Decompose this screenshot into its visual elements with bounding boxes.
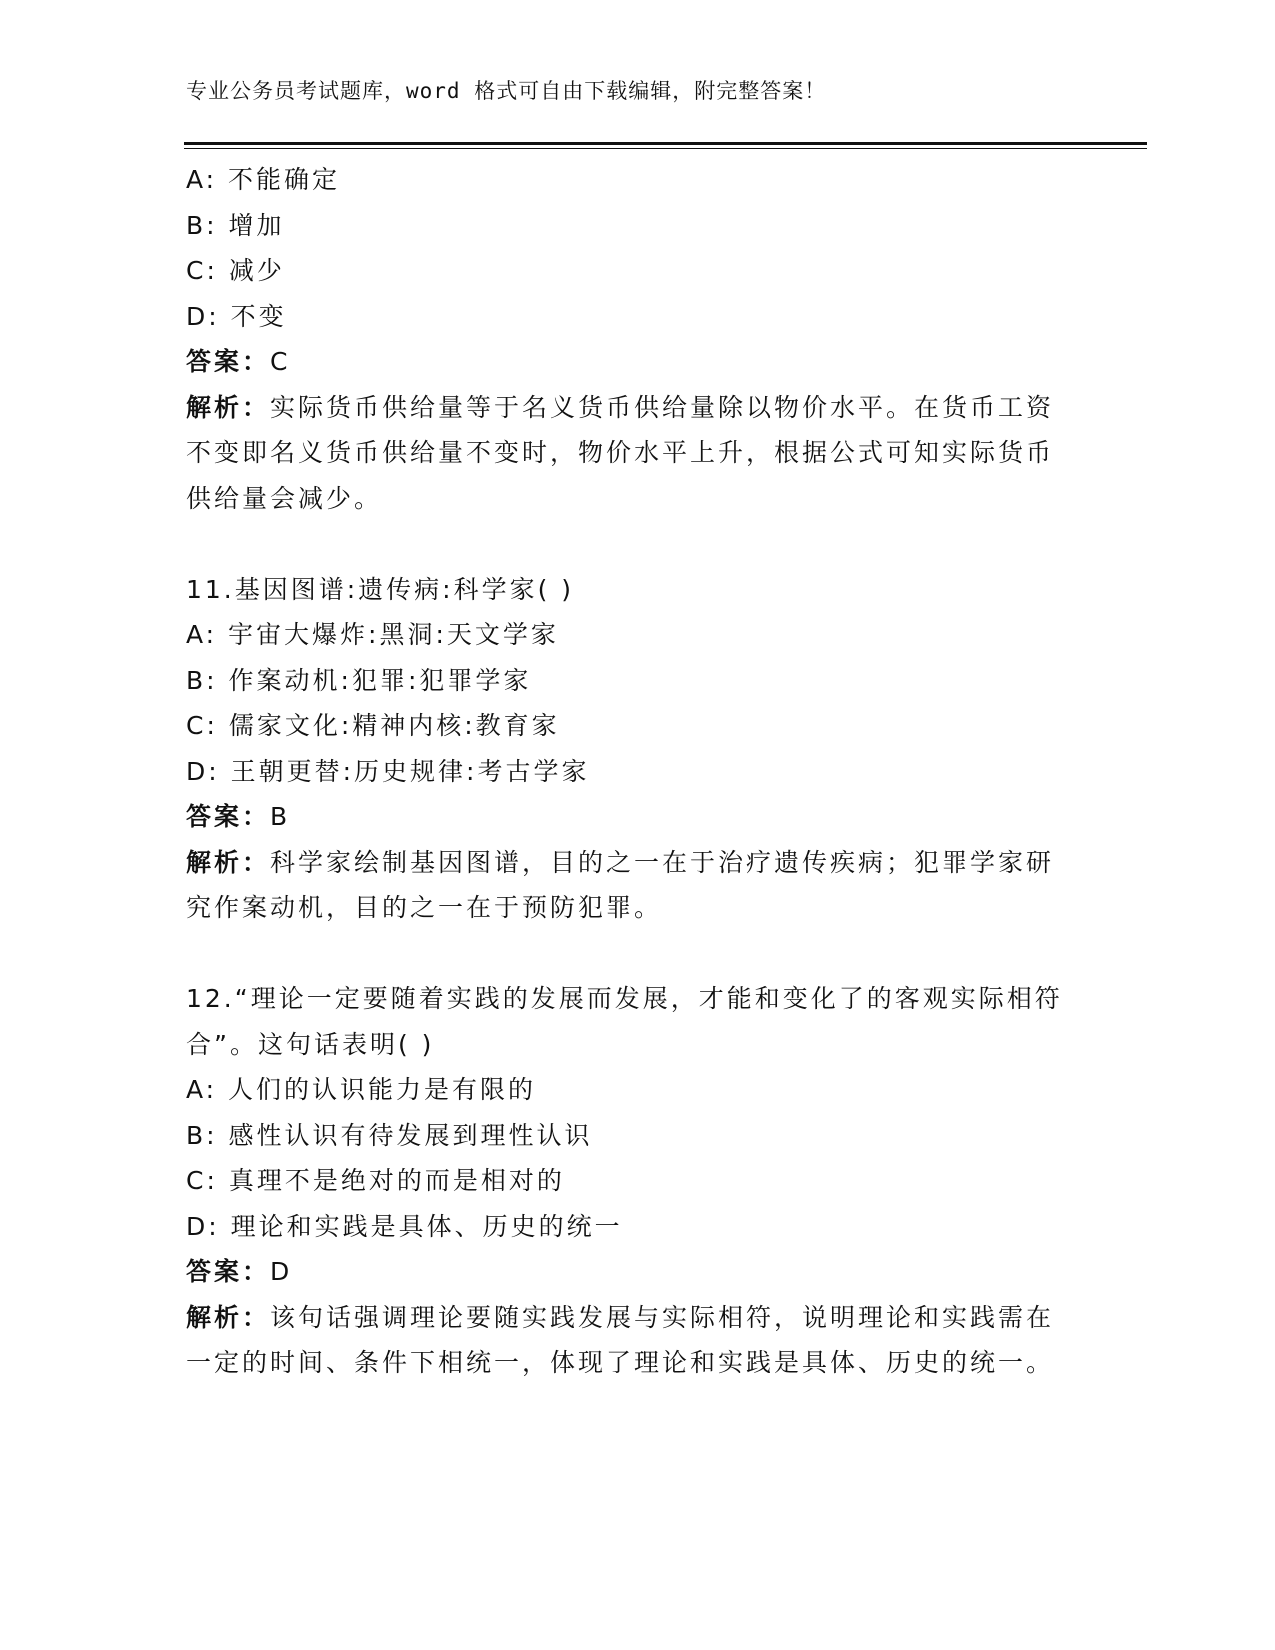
question-12-block (186, 976, 1076, 1386)
option-a: A: 人们的认识能力是有限的 (186, 1075, 537, 1104)
question-stem: 12.“理论一定要随着实践的发展而发展，才能和变化了的客观实际相符合”。这句话表明( ) (186, 984, 1063, 1059)
answer-value: C (270, 347, 291, 376)
option-d: D: 理论和实践是具体、历史的统一 (186, 1211, 623, 1241)
answer-value: D (270, 1257, 293, 1286)
blank-line (186, 521, 1076, 567)
answer-line (186, 339, 1076, 385)
analysis-paragraph (186, 840, 1076, 931)
option-b: B: 增加 (186, 210, 285, 240)
answer-value: B (270, 802, 291, 831)
header-rule-thick (184, 142, 1147, 145)
analysis-label: 解析： (186, 392, 271, 422)
option-c: C: 真理不是绝对的而是相对的 (186, 1166, 565, 1195)
document-body (186, 157, 1076, 1386)
question-stem: 11.基因图谱:遗传病:科学家( ) (186, 574, 575, 604)
analysis-paragraph (186, 1295, 1076, 1386)
option-b: B: 作案动机:犯罪:犯罪学家 (186, 665, 532, 695)
option-d: D: 不变 (186, 301, 287, 331)
answer-label: 答案： (186, 347, 271, 376)
blank-line (186, 931, 1076, 977)
analysis-text: 科学家绘制基因图谱，目的之一在于治疗遗传疾病；犯罪学家研究作案动机，目的之一在于预防犯罪。 (186, 847, 1055, 922)
option-a: A: 宇宙大爆炸:黑洞:天文学家 (186, 620, 559, 649)
page-header: 专业公务员考试题库，word 格式可自由下载编辑，附完整答案！ (186, 79, 827, 103)
option-c: C: 儒家文化:精神内核:教育家 (186, 711, 560, 740)
answer-line (186, 794, 1076, 840)
analysis-label: 解析： (186, 847, 271, 877)
answer-line (186, 1249, 1076, 1295)
option-c: C: 减少 (186, 256, 285, 285)
option-d: D: 王朝更替:历史规律:考古学家 (186, 756, 590, 786)
question-11-block (186, 567, 1076, 931)
answer-label: 答案： (186, 802, 271, 831)
analysis-text: 该句话强调理论要随实践发展与实际相符，说明理论和实践需在一定的时间、条件下相统一，体现了理论和实践是具体、历史的统一。 (186, 1302, 1055, 1377)
analysis-text: 实际货币供给量等于名义货币供给量除以物价水平。在货币工资不变即名义货币供给量不变时，物价水平上升，根据公式可知实际货币供给量会减少。 (186, 392, 1055, 513)
analysis-label: 解析： (186, 1302, 271, 1332)
header-rule-thin (184, 148, 1147, 149)
answer-label: 答案： (186, 1257, 271, 1286)
option-a: A: 不能确定 (186, 165, 341, 194)
option-b: B: 感性认识有待发展到理性认识 (186, 1120, 593, 1150)
analysis-paragraph (186, 385, 1076, 522)
question-10-block (186, 157, 1076, 521)
